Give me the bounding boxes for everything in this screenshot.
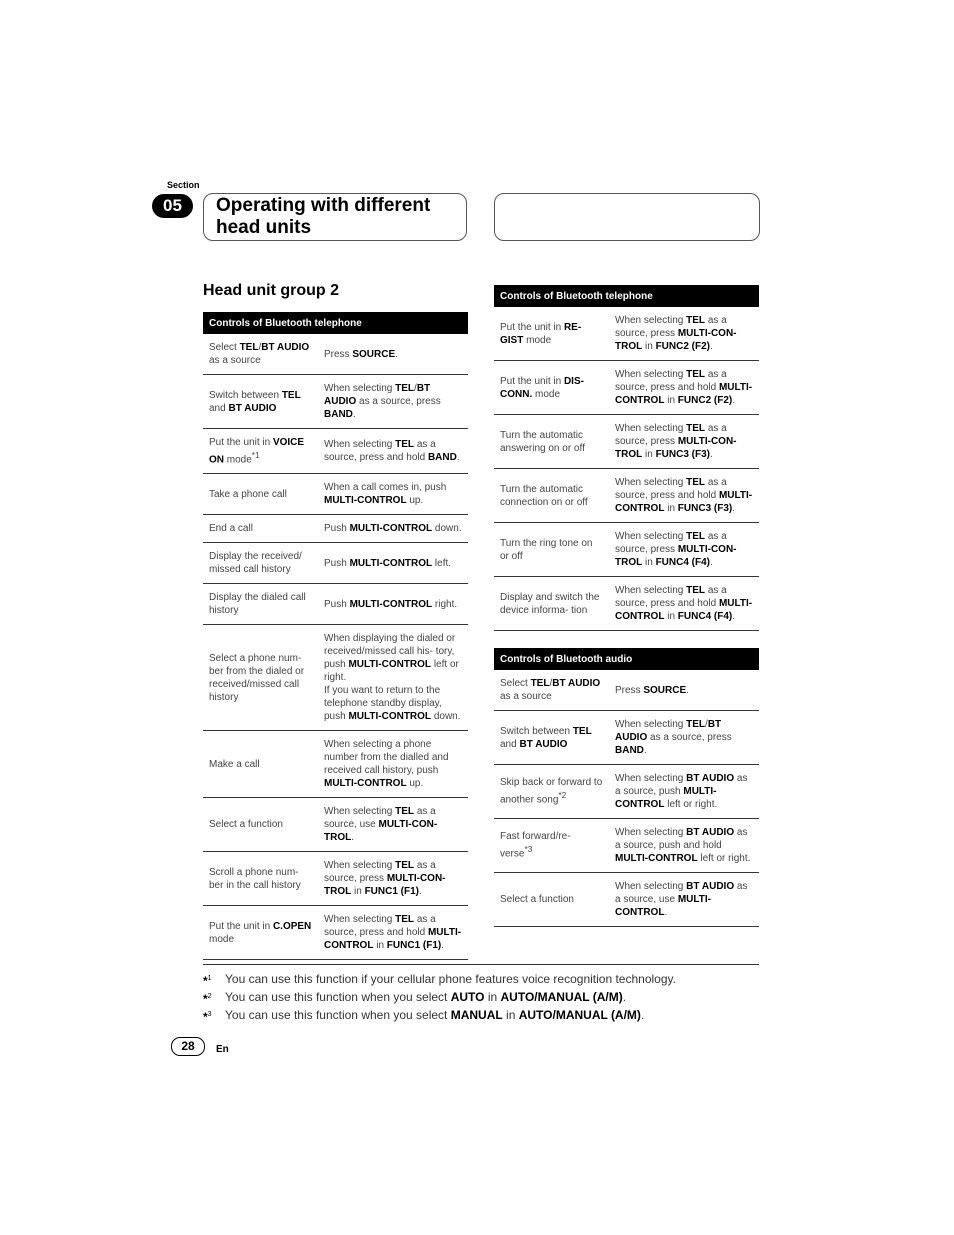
table-row <box>203 375 468 429</box>
table-row <box>203 852 468 906</box>
table-row <box>494 307 759 361</box>
operation-cell: When selecting BT AUDIO as a source, push MULTI- CONTROL left or right. <box>609 765 759 819</box>
table-row <box>203 334 468 375</box>
table-row <box>203 906 468 960</box>
page-title-box <box>203 193 467 241</box>
action-cell: Switch between TEL and BT AUDIO <box>203 375 318 429</box>
table-row <box>203 798 468 852</box>
operation-cell: Press SOURCE. <box>318 334 468 375</box>
action-cell: Turn the ring tone on or off <box>494 523 609 577</box>
operation-cell: When selecting TEL as a source, press and hold MULTI-CONTROL in FUNC2 (F2). <box>609 361 759 415</box>
operation-cell: When displaying the dialed or received/missed call his- tory, push MULTI-CONTROL left or right. If you want to return to the telephone standby display, push MULTI-CONTROL down. <box>318 625 468 731</box>
header-empty-box <box>494 193 760 241</box>
footnote-divider <box>203 964 759 965</box>
action-cell: Put the unit in VOICE ON mode$^{*1}$ <box>203 429 318 474</box>
action-cell: Take a phone call <box>203 474 318 515</box>
table-title: Controls of Bluetooth telephone <box>494 285 759 307</box>
action-cell: Display the dialed call history <box>203 584 318 625</box>
action-cell: Turn the automatic connection on or off <box>494 469 609 523</box>
language-code: En <box>216 1044 229 1055</box>
table-row <box>203 584 468 625</box>
operation-cell: Push MULTI-CONTROL left. <box>318 543 468 584</box>
table-row <box>494 819 759 873</box>
operation-cell: When selecting BT AUDIO as a source, use MULTI- CONTROL. <box>609 873 759 927</box>
action-cell: Select TEL/BT AUDIO as a source <box>203 334 318 375</box>
page-number: 28 <box>171 1037 205 1056</box>
operation-cell: When selecting a phone number from the dialled and received call history, push MULTI-CONTROL up. <box>318 731 468 798</box>
operation-cell: When a call comes in, push MULTI-CONTROL up. <box>318 474 468 515</box>
section-label: Section <box>167 180 200 190</box>
action-cell: Select a phone num- ber from the dialed or received/missed call history <box>203 625 318 731</box>
action-cell: Display and switch the device informa- tion <box>494 577 609 631</box>
footnote-text: You can use this function if your cellular phone features voice recognition technology. <box>225 972 676 986</box>
operation-cell: When selecting TEL as a source, press and hold MULTI-CONTROL in FUNC1 (F1). <box>318 906 468 960</box>
operation-cell: When selecting TEL as a source, press MULTI-CON- TROL in FUNC3 (F3). <box>609 415 759 469</box>
table-row <box>203 625 468 731</box>
table-row <box>203 474 468 515</box>
action-cell: Display the received/ missed call history <box>203 543 318 584</box>
footnote-text: You can use this function when you select AUTO in AUTO/MANUAL (A/M). <box>225 990 627 1004</box>
operation-cell: When selecting TEL as a source, use MULTI-CON- TROL. <box>318 798 468 852</box>
footnote-text: You can use this function when you select MANUAL in AUTO/MANUAL (A/M). <box>225 1008 645 1022</box>
action-cell: Make a call <box>203 731 318 798</box>
footnotes <box>203 971 763 1025</box>
table-row <box>494 873 759 927</box>
footnote-marker: *$^1$ <box>203 974 212 988</box>
table-title: Controls of Bluetooth audio <box>494 648 759 670</box>
table-title: Controls of Bluetooth telephone <box>203 312 468 334</box>
bluetooth-audio-controls-table <box>494 648 759 927</box>
action-cell: Turn the automatic answering on or off <box>494 415 609 469</box>
action-cell: Switch between TEL and BT AUDIO <box>494 711 609 765</box>
bluetooth-telephone-controls-table-continued <box>494 285 759 631</box>
operation-cell: Push MULTI-CONTROL right. <box>318 584 468 625</box>
table-row <box>494 415 759 469</box>
action-cell: Select a function <box>203 798 318 852</box>
action-cell: Select TEL/BT AUDIO as a source <box>494 670 609 711</box>
action-cell: Scroll a phone num- ber in the call history <box>203 852 318 906</box>
operation-cell: When selecting TEL as a source, press MULTI-CON- TROL in FUNC4 (F4). <box>609 523 759 577</box>
action-cell: Put the unit in C.OPEN mode <box>203 906 318 960</box>
action-cell: Select a function <box>494 873 609 927</box>
action-cell: Fast forward/re- verse$^{*3}$ <box>494 819 609 873</box>
table-row <box>203 515 468 543</box>
table-row <box>494 577 759 631</box>
operation-cell: Push MULTI-CONTROL down. <box>318 515 468 543</box>
page-title: Operating with different head units <box>216 195 431 238</box>
operation-cell: When selecting TEL as a source, press and hold MULTI-CONTROL in FUNC3 (F3). <box>609 469 759 523</box>
footnote <box>203 1007 763 1025</box>
action-cell: Put the unit in DIS- CONN. mode <box>494 361 609 415</box>
operation-cell: When selecting TEL as a source, press and hold BAND. <box>318 429 468 474</box>
table-row <box>494 361 759 415</box>
operation-cell: When selecting TEL/BT AUDIO as a source, press BAND. <box>318 375 468 429</box>
table-row <box>203 429 468 474</box>
table-row <box>494 711 759 765</box>
footnote-marker: *$^3$ <box>203 1010 212 1024</box>
operation-cell: When selecting BT AUDIO as a source, push and hold MULTI-CONTROL left or right. <box>609 819 759 873</box>
operation-cell: Press SOURCE. <box>609 670 759 711</box>
table-row <box>494 469 759 523</box>
footnote <box>203 989 763 1007</box>
operation-cell: When selecting TEL/BT AUDIO as a source, press BAND. <box>609 711 759 765</box>
section-number-badge: 05 <box>152 194 193 218</box>
operation-cell: When selecting TEL as a source, press MULTI-CON- TROL in FUNC2 (F2). <box>609 307 759 361</box>
table-row <box>494 670 759 711</box>
footnote-marker: *$^2$ <box>203 992 212 1006</box>
table-row <box>494 523 759 577</box>
bluetooth-telephone-controls-table <box>203 312 468 960</box>
subheading-head-unit-group: Head unit group 2 <box>203 282 339 299</box>
table-row <box>203 543 468 584</box>
footnote <box>203 971 763 989</box>
operation-cell: When selecting TEL as a source, press MULTI-CON- TROL in FUNC1 (F1). <box>318 852 468 906</box>
action-cell: End a call <box>203 515 318 543</box>
operation-cell: When selecting TEL as a source, press and hold MULTI-CONTROL in FUNC4 (F4). <box>609 577 759 631</box>
action-cell: Put the unit in RE- GIST mode <box>494 307 609 361</box>
action-cell: Skip back or forward to another song$^{*2}$ <box>494 765 609 819</box>
table-row <box>203 731 468 798</box>
table-row <box>494 765 759 819</box>
